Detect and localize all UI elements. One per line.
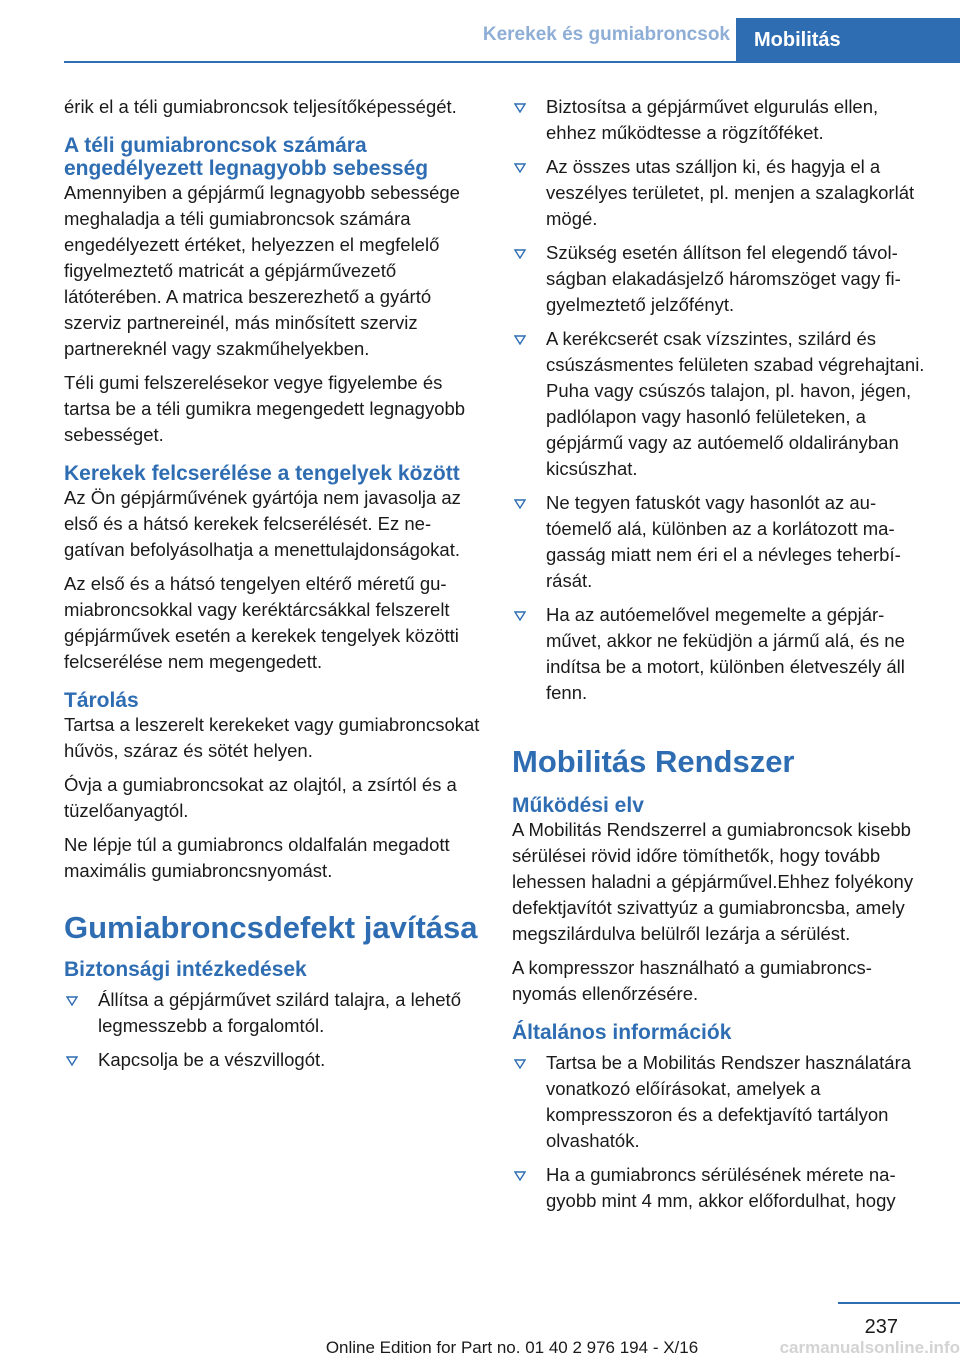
list-item: Tartsa be a Mobilitás Rendszer használatára vonatkozó előírásokat, amelyek a kompresszoron és a defektjavító tartályon olvashatók. <box>512 1050 930 1154</box>
triangle-bullet-icon <box>514 240 526 259</box>
list-item: Szükség esetén állítson fel elegendő távolságban elakadásjelző háromszöget vagy figyelmeztető jelzőfényt. <box>512 240 930 318</box>
watermark: carmanualsonline.info <box>779 1338 960 1357</box>
triangle-bullet-icon <box>514 1050 526 1069</box>
header-section-title: Kerekek és gumiabroncsok <box>482 24 730 45</box>
triangle-bullet-icon <box>514 602 526 621</box>
header-rule <box>64 61 960 63</box>
list-item: Ha a gumiabroncs sérülésének mérete nagyobb mint 4 mm, akkor előfordulhat, hogy <box>512 1162 930 1214</box>
paragraph: A Mobilitás Rendszerrel a gumiabroncsok kisebb sérülései rövid időre tömíthetők, hogy tovább lehessen haladni a gépjárművel.Ehhez folyékony defektjavítót szivattyúz a gumiabroncsba, amely megszilárdulva belülről lezárja a sérülést. <box>512 819 914 944</box>
heading-general-info: Általános információk <box>512 1021 732 1044</box>
list-item: A kerékcserét csak vízszintes, szilárd és csúszásmentes felületen szabad végrehajtani. Puha vagy csúszós talajon, pl. havon, jégen, padlólapon vagy hasonló felületeken, a gépjármű vagy az autóemelő oldalirányban kicsúszhat. <box>512 326 930 482</box>
list-item: Ha az autóemelővel megemelte a gépjárművet, akkor ne feküdjön a jármű alá, és ne indítsa be a motort, különben életveszély áll fenn. <box>512 602 930 706</box>
list-item: Biztosítsa a gépjárművet elgurulás ellen, ehhez működtesse a rögzítőféket. <box>512 94 930 146</box>
paragraph: Óvja a gumiabroncsokat az olajtól, a zsírtól és a tüzelőanyagtól. <box>64 774 457 821</box>
safety-list-continued <box>512 94 930 706</box>
paragraph: Ne lépje túl a gumiabroncs oldalfalán megadott maximális gumiabroncsnyomást. <box>64 834 450 881</box>
header-chapter-tab: Mobilitás <box>736 18 960 62</box>
heading-flat-tire-repair: Gumiabroncsdefekt javítása <box>64 910 478 945</box>
list-item: Állítsa a gépjárművet szilárd talajra, a lehető legmesszebb a forgalomtól. <box>64 987 482 1039</box>
list-item: Ne tegyen fatuskót vagy hasonlót az autóemelő alá, különben az a korlátozott magasság miatt nem éri el a névleges teherbírását. <box>512 490 930 594</box>
page-number: 237 <box>864 1316 898 1338</box>
triangle-bullet-icon <box>66 987 78 1006</box>
list-item: Kapcsolja be a vészvillogót. <box>64 1047 482 1073</box>
general-info-list <box>512 1050 930 1214</box>
paragraph: Téli gumi felszerelésekor vegye figyelembe és tartsa be a téli gumikra megengedett legnagyobb sebességet. <box>64 372 466 445</box>
paragraph: Amennyiben a gépjármű legnagyobb sebessége meghaladja a téli gumiabroncsok számára engedélyezett értéket, helyezzen el megfelelő figyelmeztető matricát a gépjárművezető látóterében. A matrica beszerezhető a gyártó szerviz partnereinél, más minősített szerviz partnereknél vagy szakműhelyekben. <box>64 182 460 359</box>
heading-storage: Tárolás <box>64 689 139 712</box>
heading-winter-speed: A téli gumiabroncsok számára engedélyezett legnagyobb sebesség <box>64 134 429 180</box>
triangle-bullet-icon <box>514 490 526 509</box>
heading-safety-measures: Biztonsági intézkedések <box>64 958 307 981</box>
paragraph: Tartsa a leszerelt kerekeket vagy gumiabroncsokat hűvös, száraz és sötét helyen. <box>64 714 480 761</box>
triangle-bullet-icon <box>514 1162 526 1181</box>
right-column <box>512 94 930 1222</box>
triangle-bullet-icon <box>514 94 526 113</box>
heading-mobility-system: Mobilitás Rendszer <box>512 744 795 779</box>
paragraph: Az Ön gépjárművének gyártója nem javasolja az első és a hátsó kerekek felcserélését. Ez negatívan befolyásolhatja a menettulajdonságokat. <box>64 487 461 560</box>
safety-list <box>64 987 482 1073</box>
footer-rule <box>838 1302 960 1304</box>
left-column <box>64 94 482 1081</box>
paragraph: A kompresszor használható a gumiabroncsnyomás ellenőrzésére. <box>512 957 872 1004</box>
list-item: Az összes utas szálljon ki, és hagyja el a veszélyes területet, pl. menjen a szalagkorlát mögé. <box>512 154 930 232</box>
paragraph: érik el a téli gumiabroncsok teljesítőképességét. <box>64 96 457 117</box>
heading-wheel-swap: Kerekek felcserélése a tengelyek között <box>64 462 460 485</box>
triangle-bullet-icon <box>514 326 526 345</box>
edition-note: Online Edition for Part no. 01 40 2 976 194 - X/16 <box>325 1338 699 1357</box>
triangle-bullet-icon <box>514 154 526 173</box>
paragraph: Az első és a hátsó tengelyen eltérő méretű gumiabroncsokkal vagy keréktárcsákkal felszerelt gépjárművek esetén a kerekek tengelyek közötti felcserélése nem megengedett. <box>64 573 459 672</box>
triangle-bullet-icon <box>66 1047 78 1066</box>
heading-operating-principle: Működési elv <box>512 794 644 817</box>
